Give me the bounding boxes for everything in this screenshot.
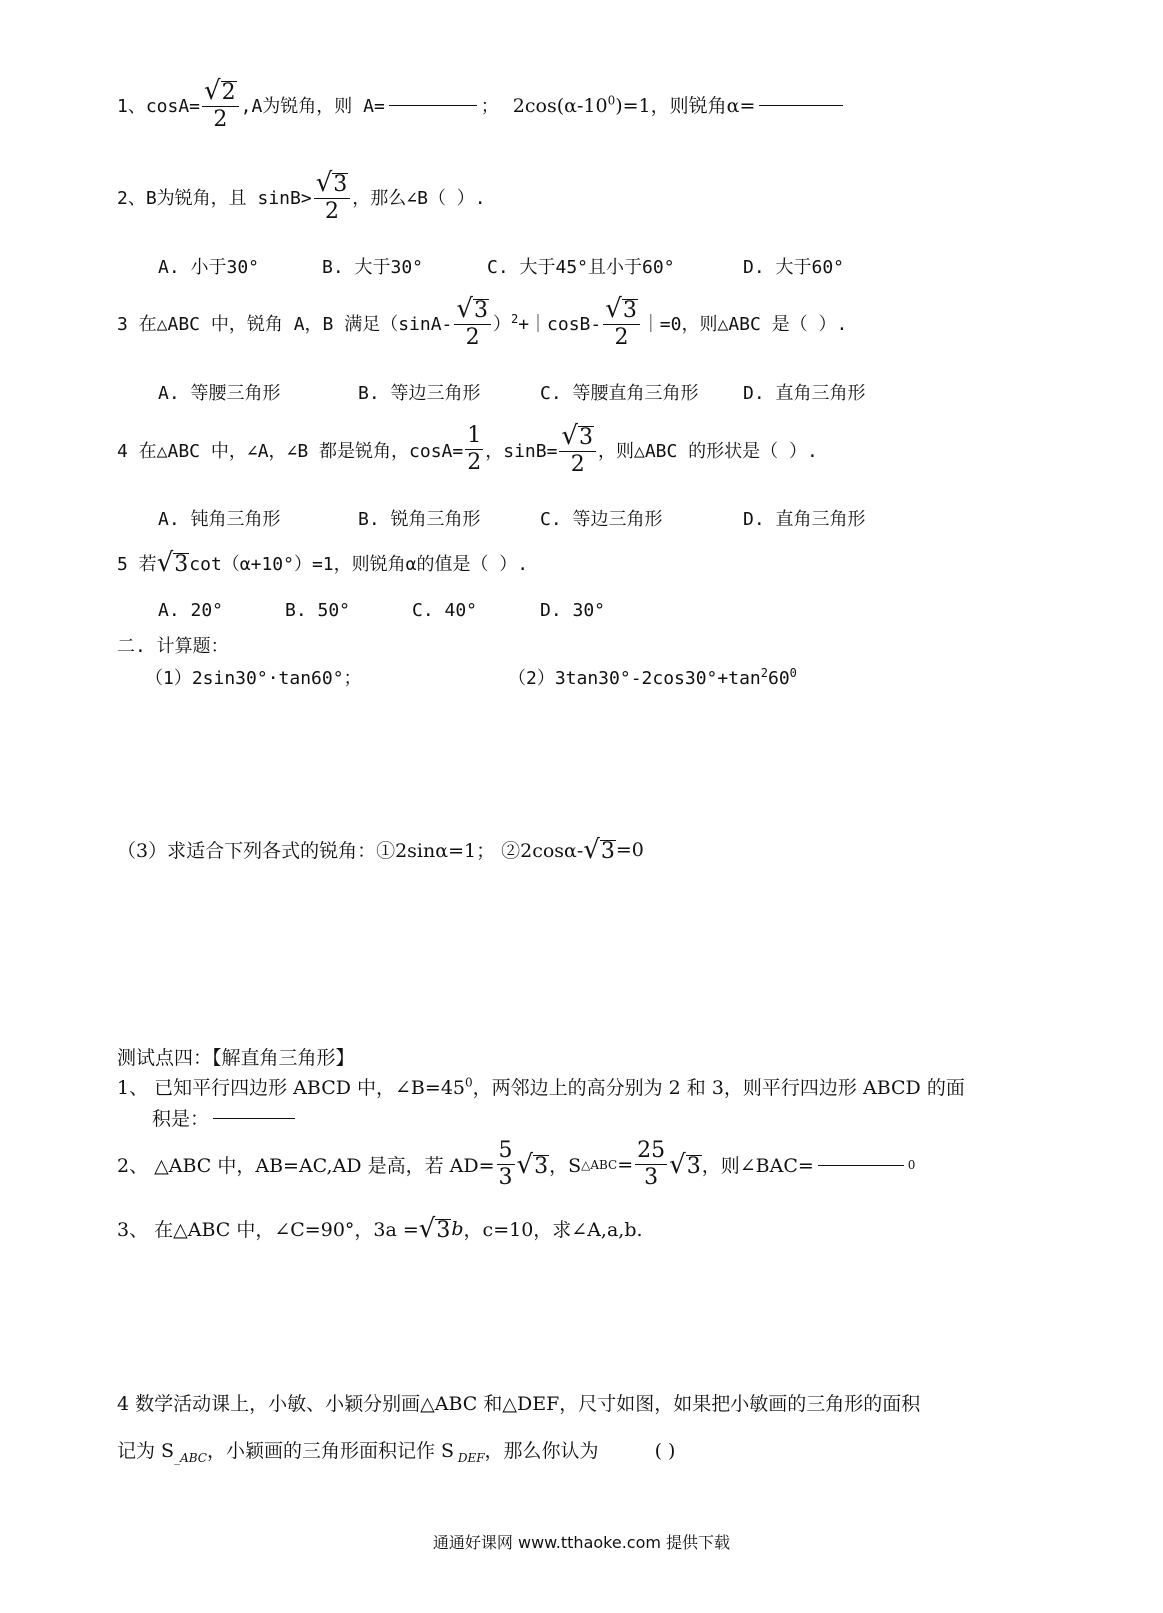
section-4-q4: 4 数学活动课上，小敏、小颖分别画△ABC 和△DEF，尺寸如图，如果把小敏画的三角形的面积 bbox=[117, 1393, 921, 1415]
q4-option-c: C. 等边三角形 bbox=[540, 509, 663, 530]
question-1: 1、cosA= √ 2 2 ,A为锐角，则 A= ； $2\cos(\alpha-10^0)=1$，则锐角α= bbox=[117, 78, 847, 131]
q1-second: $2\cos(\alpha-10^0)=1$，则锐角α= bbox=[512, 93, 756, 117]
section-4-title: 测试点四：【解直角三角形】 bbox=[117, 1047, 355, 1069]
section-2-problem-3: （3）求适合下列各式的锐角：①2sinα=1； ②2cosα- √ 3 =0 bbox=[117, 834, 644, 865]
section-2-problem-2: $(2)3\tan 30^\circ-2\cos 30^\circ+\tan^260^0$ bbox=[508, 666, 797, 689]
section-2-problem-1: （1）2sin30°·tan60°； bbox=[145, 668, 362, 689]
q3-fraction-2: √ 3 2 bbox=[603, 296, 640, 349]
q2-option-b: B. 大于30° bbox=[322, 257, 424, 278]
q4-fraction-2: √ 3 2 bbox=[559, 423, 596, 476]
section-4-q3: 3、 在△ABC 中，∠C=90°，3a = √ 3 b ，c=10，求∠A,a,b. bbox=[117, 1213, 643, 1244]
q1-answer-blank-2[interactable] bbox=[759, 104, 843, 106]
section-2-title: 二. 计算题： bbox=[117, 636, 229, 657]
q3-option-c: C. 等腰直角三角形 bbox=[540, 383, 699, 404]
s4-q2-answer-blank[interactable] bbox=[818, 1164, 904, 1166]
q2-fraction: √ 3 2 bbox=[314, 170, 351, 223]
q4-option-a: A. 钝角三角形 bbox=[158, 509, 281, 530]
q3-option-b: B. 等边三角形 bbox=[358, 383, 481, 404]
q1-fraction: √ 2 2 bbox=[202, 78, 239, 131]
page-footer: 通通好课网 www.tthaoke.com 提供下载 bbox=[432, 1533, 731, 1552]
q5-option-b: B. 50° bbox=[285, 600, 351, 621]
q2-option-c: C. 大于45°且小于60° bbox=[487, 257, 675, 278]
q1-prefix: 1、cosA= bbox=[117, 95, 201, 117]
q3-option-d: D. 直角三角形 bbox=[743, 383, 866, 404]
question-2: 2、B为锐角，且 sinB> √ 3 2 ，那么∠B（ ）. bbox=[117, 168, 486, 224]
q5-option-d: D. 30° bbox=[540, 600, 606, 621]
s4-q1-answer-blank[interactable] bbox=[213, 1117, 295, 1119]
q1-answer-blank-1[interactable] bbox=[389, 104, 477, 106]
q4-option-b: B. 锐角三角形 bbox=[358, 509, 481, 530]
q2-option-d: D. 大于60° bbox=[743, 257, 845, 278]
q3-fraction-1: √ 3 2 bbox=[454, 296, 491, 349]
q4-option-d: D. 直角三角形 bbox=[743, 509, 866, 530]
q5-sqrt: √ 3 bbox=[156, 548, 189, 578]
section-4-q4-cont: 记为 $S_{\_ABC}$，小颖画的三角形面积记作 S $_{DEF}$，那么你认为 ( ) bbox=[117, 1440, 676, 1465]
section-4-q2: 2、 △ABC 中，AB=AC,AD 是高，若 AD= $\frac{5}{3}$ √ 3 ，S △ABC = $\frac{25}{3}$ √ 3 ，则∠BAC= 0 bbox=[117, 1138, 916, 1190]
q4-fraction-1: $\frac{1}{2}$ bbox=[467, 423, 482, 475]
section-4-q1: 1、 已知平行四边形 ABCD 中，$\angle B=45^0$，两邻边上的高分别为 2 和 3，则平行四边形 ABCD 的面 bbox=[117, 1075, 965, 1099]
q5-option-a: A. 20° bbox=[158, 600, 224, 621]
section-4-q1-cont: 积是： bbox=[152, 1104, 299, 1131]
q1-mid: ,A为锐角，则 A= bbox=[240, 95, 385, 117]
question-4: 4 在△ABC 中，∠A，∠B 都是锐角，cosA= $\frac{1}{2}$ ，sinB= √ 3 2 ，则△ABC 的形状是（ ）. bbox=[117, 421, 818, 477]
question-5: 5 若 √ 3 cot（α+10°）=1，则锐角α的值是（ ）. bbox=[117, 548, 529, 578]
q3-option-a: A. 等腰三角形 bbox=[158, 383, 281, 404]
q2-option-a: A. 小于30° bbox=[158, 257, 260, 278]
question-3: 3 在△ABC 中，锐角 A，B 满足（sinA- √ 3 2 ）$^2$+｜cosB- √ 3 2 ｜=0，则△ABC 是（ ）. bbox=[117, 294, 848, 350]
q5-option-c: C. 40° bbox=[412, 600, 478, 621]
